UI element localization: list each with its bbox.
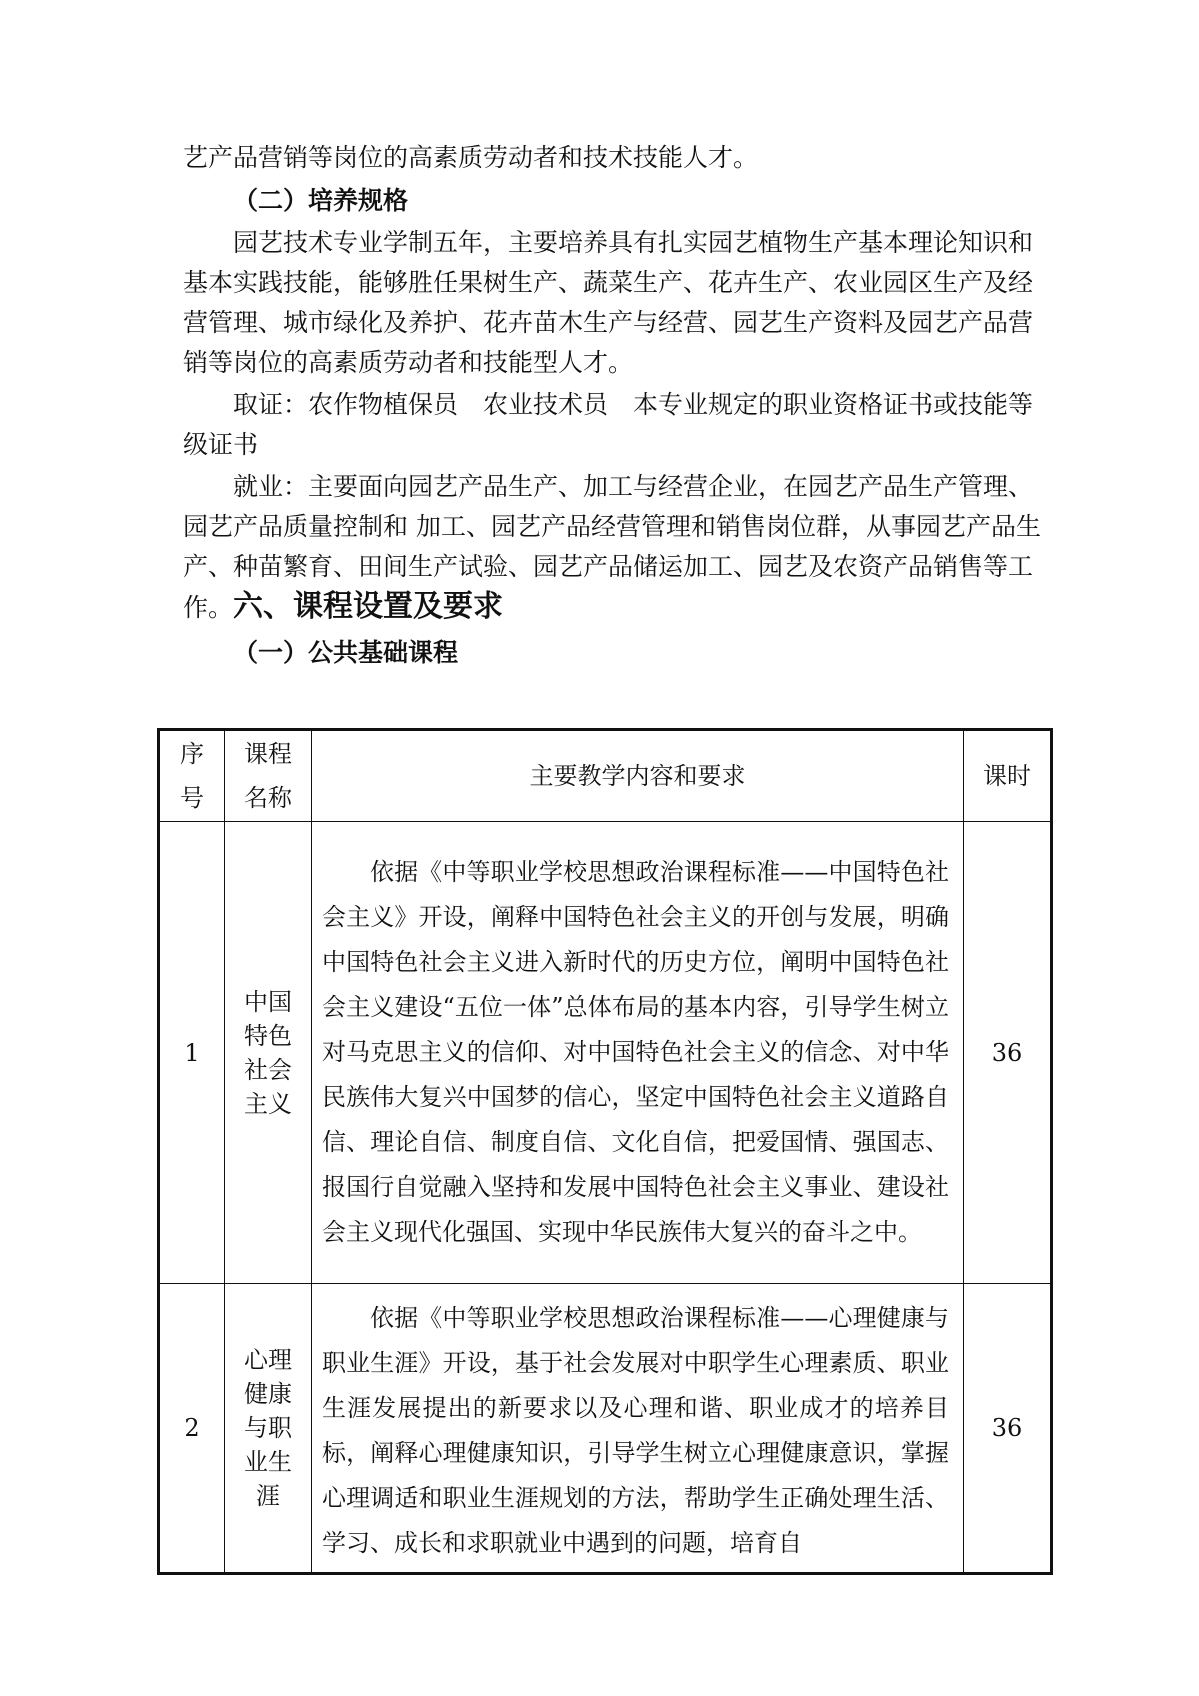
paragraph-line: 园艺技术专业学制五年，主要培养具有扎实园艺植物生产基本理论知识和 [233,228,1034,257]
course-table [157,728,1053,1575]
cell-hours: 36 [964,1284,1052,1574]
cell-no: 2 [159,1284,225,1574]
paragraph-line: 产、种苗繁育、田间生产试验、园艺产品储运加工、园艺及农资产品销售等工 [183,552,1034,581]
cell-name: 心理健康与职业生涯 [225,1284,312,1574]
paragraph-line: 取证：农作物植保员 农业技术员 本专业规定的职业资格证书或技能等 [233,390,1034,419]
paragraph-end: 作。 [183,593,234,622]
header-hours: 课时 [964,730,1052,822]
paragraph-line: 营管理、城市绿化及养护、花卉苗木生产与经营、园艺生产资料及园艺产品营 [183,308,1034,337]
cell-name: 中国特色社会主义 [225,822,312,1284]
cell-hours: 36 [964,822,1052,1284]
paragraph-line: 销等岗位的高素质劳动者和技能型人才。 [183,348,634,377]
paragraph-line: 基本实践技能，能够胜任果树生产、蔬菜生产、花卉生产、农业园区生产及经 [183,268,1034,297]
cell-content: 依据《中等职业学校思想政治课程标准——中国特色社会主义》开设，阐释中国特色社会主义的开创与发展，明确中国特色社会主义进入新时代的历史方位，阐明中国特色社会主义建设“五位一体”总体布局的基本内容，引导学生树立对马克思主义的信仰、对中国特色社会主义的信念、对中华民族伟大复兴中国梦的信心，坚定中国特色社会主义道路自信、理论自信、制度自信、文化自信，把爱国情、强国志、报国行自觉融入坚持和发展中国特色社会主义事业、建设社会主义现代化强国、实现中华民族伟大复兴的奋斗之中。 [312,822,964,1284]
header-content: 主要教学内容和要求 [312,730,964,822]
paragraph-line [183,589,504,624]
subheading-training-spec: （二）培养规格 [233,186,409,215]
table-header-row [159,730,1052,822]
cell-content: 依据《中等职业学校思想政治课程标准——心理健康与职业生涯》开设，基于社会发展对中职学生心理素质、职业生涯发展提出的新要求以及心理和谐、职业成才的培养目标，阐释心理健康知识，引导学生树立心理健康意识，掌握心理调适和职业生涯规划的方法，帮助学生正确处理生活、学习、成长和求职就业中遇到的问题，培育自 [312,1284,964,1574]
header-name: 课程名称 [225,730,312,822]
paragraph-line: 艺产品营销等岗位的高素质劳动者和技术技能人才。 [183,143,759,172]
header-no: 序号 [159,730,225,822]
cell-no: 1 [159,822,225,1284]
subheading-public-courses: （一）公共基础课程 [233,638,459,667]
table-row [159,822,1052,1284]
paragraph-line: 园艺产品质量控制和 加工、园艺产品经营管理和销售岗位群，从事园艺产品生 [183,512,1041,541]
table-row [159,1284,1052,1574]
section-heading-6: 六、课程设置及要求 [233,589,504,624]
paragraph-line: 就业：主要面向园艺产品生产、加工与经营企业，在园艺产品生产管理、 [233,472,1034,501]
paragraph-line: 级证书 [183,430,259,459]
